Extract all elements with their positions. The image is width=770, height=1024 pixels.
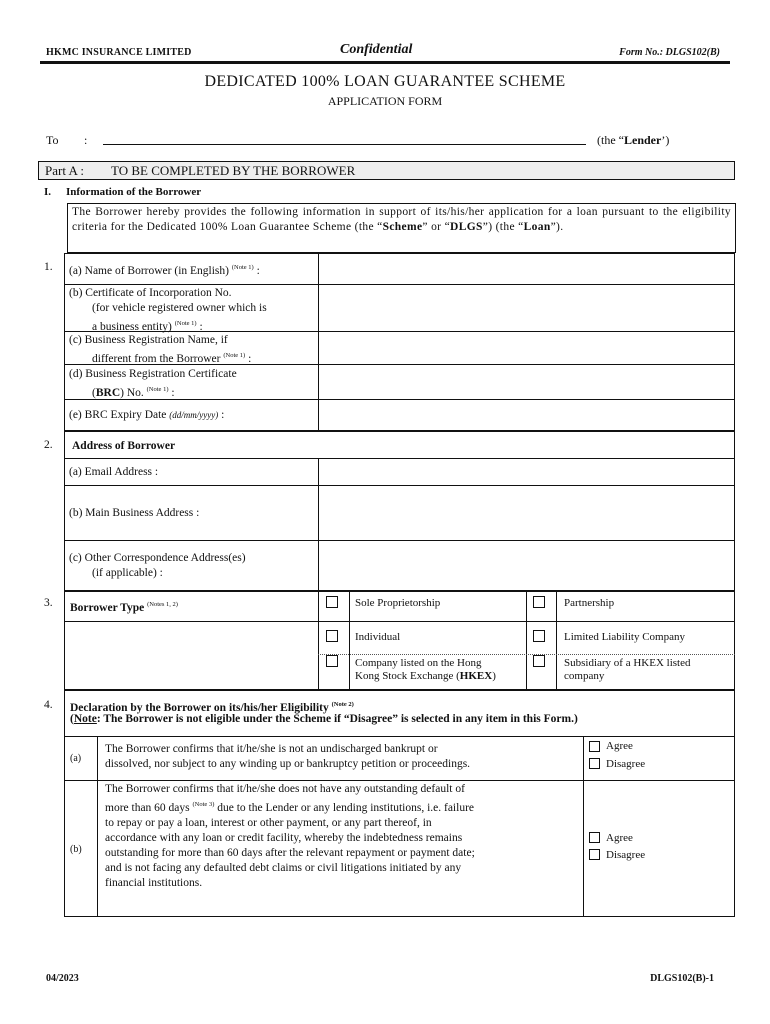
warning-pre: ( — [70, 713, 74, 725]
item-3-number: 3. — [44, 597, 53, 609]
part-a-heading: TO BE COMPLETED BY THE BORROWER — [111, 163, 356, 178]
other-address-line-1: (c) Other Correspondence Address(es) — [69, 552, 246, 564]
other-address-label — [69, 551, 246, 581]
declaration-b-line: accordance with any loan or credit facility, whereby the indebtedness remains — [105, 831, 463, 844]
note-ref: (Note 3) — [192, 801, 215, 808]
intro-text-2: ” or “ — [422, 221, 451, 233]
declaration-b-agree-label: Agree — [606, 832, 633, 844]
note-ref: (Notes 1, 2) — [147, 601, 178, 608]
header-divider — [40, 61, 730, 64]
declaration-a-line: The Borrower confirms that it/he/she is not an undischarged bankrupt or — [105, 743, 438, 755]
section-1-number: I. — [44, 186, 52, 198]
coi-line-3: a business entity) — [92, 320, 172, 333]
lender-label-word: Lender — [623, 133, 662, 147]
intro-text-3: ”) (the “ — [482, 221, 524, 233]
section-1-intro — [67, 203, 736, 253]
hkex-bold: HKEX — [459, 670, 493, 682]
other-address-field[interactable] — [320, 542, 733, 590]
hkex-subsidiary-label — [564, 657, 690, 683]
colon: : — [196, 320, 203, 333]
intro-dlgs: DLGS — [450, 221, 483, 233]
section-1-heading: Information of the Borrower — [66, 186, 202, 198]
coi-line-2: (for vehicle registered owner which is — [92, 302, 267, 314]
hkex-listed-company-checkbox[interactable] — [326, 655, 338, 667]
borrower-type-label — [70, 597, 178, 616]
brc-expiry-field[interactable] — [320, 401, 733, 430]
sole-proprietorship-checkbox[interactable] — [326, 596, 338, 608]
col-divider — [526, 591, 527, 690]
borrower-name-text: (a) Name of Borrower (in English) — [69, 264, 229, 277]
declaration-a-label: (a) — [70, 753, 82, 764]
borrower-type-heading: Borrower Type — [70, 601, 145, 614]
col-divider — [583, 736, 584, 917]
individual-checkbox[interactable] — [326, 630, 338, 642]
footer-page-id: DLGS102(B)-1 — [650, 973, 714, 984]
row-divider — [64, 621, 735, 622]
email-field[interactable] — [320, 460, 733, 484]
confidential-label: Confidential — [340, 42, 413, 57]
to-colon: : — [84, 133, 88, 147]
partnership-checkbox[interactable] — [533, 596, 545, 608]
footer-date: 04/2023 — [46, 973, 79, 984]
declaration-b-line: and is not facing any defaulted debt claims or civil litigations initiated by any — [105, 861, 462, 874]
hkex-line-2-pre: Kong Stock Exchange ( — [355, 670, 460, 682]
main-business-address-field[interactable] — [320, 487, 733, 539]
colon: : — [168, 386, 175, 399]
limited-liability-company-checkbox[interactable] — [533, 630, 545, 642]
declaration-warning — [70, 712, 578, 727]
borrower-name-label — [69, 260, 260, 279]
company-name: HKMC INSURANCE LIMITED — [46, 47, 192, 58]
note-ref: (Note 1) — [174, 320, 197, 327]
item-1-divider — [318, 253, 319, 431]
certificate-of-incorporation-label — [69, 286, 267, 335]
declaration-a-disagree-checkbox[interactable] — [589, 758, 600, 769]
item-2-divider — [318, 458, 319, 591]
col-divider — [349, 591, 350, 690]
note-ref: (Note 2) — [331, 701, 354, 708]
brn-line-2: different from the Borrower — [92, 352, 221, 365]
row-divider — [64, 540, 735, 541]
row-divider — [64, 780, 735, 781]
hkex-line-1: Company listed on the Hong — [355, 657, 482, 669]
declaration-b-label: (b) — [70, 844, 82, 855]
colon: : — [218, 409, 225, 421]
lender-name-field[interactable] — [103, 144, 586, 145]
declaration-b-line: to repay or pay a loan, interest or other payment, or any part thereof, in — [105, 816, 432, 829]
certificate-of-incorporation-field[interactable] — [320, 286, 733, 330]
declaration-heading-text: Declaration by the Borrower on its/his/her Eligibility — [70, 701, 329, 714]
row-divider — [64, 284, 735, 285]
declaration-b-line: more than 60 days — [105, 801, 190, 814]
brc-expiry-label — [69, 408, 224, 423]
lender-label-pre: (the “ — [597, 133, 624, 147]
brc-number-field[interactable] — [320, 366, 733, 398]
declaration-b-line: financial institutions. — [105, 876, 203, 889]
main-business-address-label: (b) Main Business Address : — [69, 507, 200, 519]
note-ref: (Note 1) — [223, 352, 246, 359]
brc-bold: BRC — [95, 386, 121, 399]
business-registration-name-label — [69, 333, 251, 367]
col-divider — [556, 591, 557, 690]
intro-text-4: ”). — [550, 221, 564, 233]
individual-label: Individual — [355, 631, 401, 643]
hkex-listed-company-label — [355, 657, 496, 683]
declaration-b-text — [105, 782, 475, 891]
note-ref: (Note 1) — [146, 386, 169, 393]
intro-text-1: The Borrower hereby provides the following information in support of its/his/her application for a loan pursuant to the eligibility criteria for the Dedicated 100% Loan Guarantee Scheme (the “ — [72, 206, 731, 233]
form-number: Form No.: DLGS102(B) — [619, 47, 720, 58]
to-label: To — [46, 133, 59, 147]
hkex-subsidiary-checkbox[interactable] — [533, 655, 545, 667]
partnership-label: Partnership — [564, 597, 615, 609]
declaration-a-agree-label: Agree — [606, 740, 633, 752]
part-a-label: Part A : — [45, 163, 85, 178]
col-divider — [318, 591, 319, 690]
row-divider — [64, 485, 735, 486]
intro-scheme: Scheme — [382, 221, 423, 233]
declaration-b-agree-checkbox[interactable] — [589, 832, 600, 843]
email-label: (a) Email Address : — [69, 466, 159, 478]
brn-line-1: (c) Business Registration Name, if — [69, 334, 228, 346]
warning-rest: : The Borrower is not eligible under the Scheme if “Disagree” is selected in any item in this Form.) — [96, 713, 578, 725]
borrower-name-field[interactable] — [320, 255, 733, 283]
declaration-b-line: due to the Lender or any lending institutions, i.e. failure — [217, 801, 475, 814]
declaration-b-line: The Borrower confirms that it/he/she does not have any outstanding default of — [105, 783, 465, 795]
col-divider — [97, 736, 98, 917]
colon: : — [245, 352, 252, 365]
other-address-line-2: (if applicable) : — [92, 567, 163, 579]
brc-expiry-text: (e) BRC Expiry Date — [69, 409, 167, 421]
brc-post: ) No. — [120, 386, 144, 399]
subsidiary-line-2: company — [564, 670, 605, 682]
business-registration-name-field[interactable] — [320, 333, 733, 363]
warning-note: Note — [73, 713, 97, 725]
item-1-number: 1. — [44, 261, 53, 273]
declaration-a-disagree-label: Disagree — [606, 758, 646, 770]
row-divider — [318, 654, 735, 655]
colon: : — [253, 264, 260, 277]
item-2-number: 2. — [44, 439, 53, 451]
declaration-b-line: outstanding for more than 60 days after the relevant repayment or payment date; — [105, 846, 475, 859]
brc-pre: ( — [92, 386, 96, 399]
declaration-a-text — [105, 742, 470, 772]
subsidiary-line-1: Subsidiary of a HKEX listed — [564, 657, 691, 669]
part-a-banner — [38, 161, 735, 180]
coi-line-1: (b) Certificate of Incorporation No. — [69, 287, 232, 299]
lender-label-post: ’) — [661, 133, 670, 147]
date-format: (dd/mm/yyyy) — [169, 410, 219, 420]
intro-loan: Loan — [523, 221, 551, 233]
limited-liability-company-label: Limited Liability Company — [564, 631, 685, 643]
address-heading: Address of Borrower — [72, 440, 176, 452]
item-4-number: 4. — [44, 699, 53, 711]
lender-label — [597, 133, 669, 148]
note-ref: (Note 1) — [231, 264, 254, 271]
hkex-line-2-post: ) — [492, 670, 496, 682]
form-title: DEDICATED 100% LOAN GUARANTEE SCHEME — [204, 73, 566, 90]
form-subtitle: APPLICATION FORM — [327, 94, 443, 108]
sole-proprietorship-label: Sole Proprietorship — [355, 597, 441, 609]
row-divider — [64, 458, 735, 459]
declaration-a-line: dissolved, nor subject to any winding up or bankruptcy petition or proceedings. — [105, 758, 471, 770]
declaration-b-disagree-checkbox[interactable] — [589, 849, 600, 860]
brc-number-label — [69, 367, 237, 401]
row-divider — [64, 736, 735, 737]
declaration-b-disagree-label: Disagree — [606, 849, 646, 861]
declaration-a-agree-checkbox[interactable] — [589, 741, 600, 752]
brc-line-1: (d) Business Registration Certificate — [69, 368, 237, 380]
